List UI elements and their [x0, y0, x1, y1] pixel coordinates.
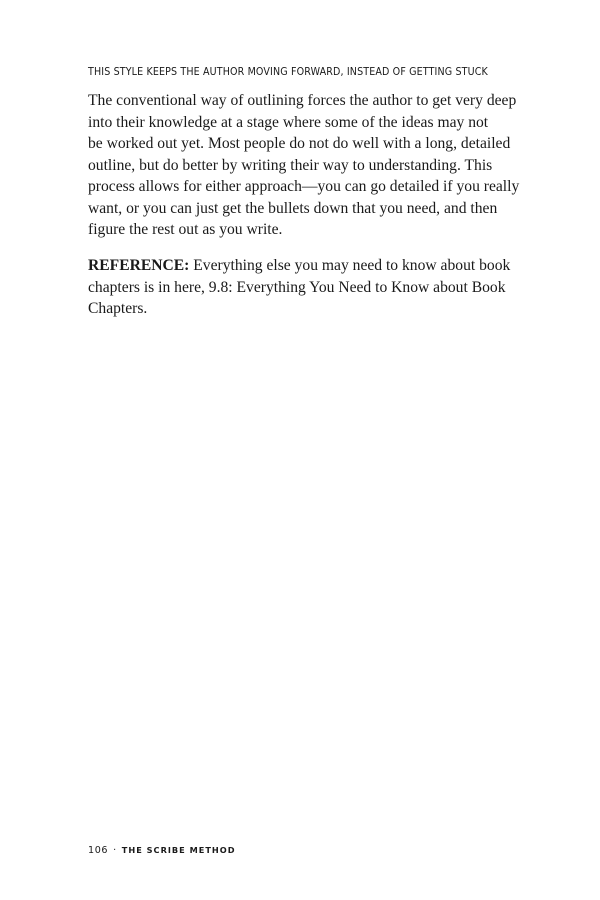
- paragraph-line: want, or you can just get the bullets down that you need, and then: [88, 199, 498, 217]
- paragraph-line: be worked out yet. Most people do not do well with a long, detailed: [88, 135, 511, 152]
- page-footer: [88, 845, 236, 856]
- reference-paragraph: [88, 255, 514, 320]
- paragraph-line: figure the rest out as you write.: [88, 221, 283, 238]
- reference-label: REFERENCE:: [88, 257, 190, 274]
- section-heading: THIS STYLE KEEPS THE AUTHOR MOVING FORWARD, INSTEAD OF GETTING STUCK: [88, 66, 488, 78]
- reference-text: Everything else you may need to know about book: [193, 257, 511, 274]
- paragraph-line: The conventional way of outlining forces the author to get very deep: [88, 92, 517, 109]
- body-paragraph-outlining: [88, 90, 520, 241]
- reference-line: chapters is in here, 9.8: Everything You Need to Know about Book: [88, 278, 506, 296]
- paragraph-line: process allows for either approach—you can go detailed if you really: [88, 178, 520, 195]
- reference-line: [88, 255, 514, 277]
- page-number: 106: [88, 845, 109, 856]
- book-title: THE SCRIBE METHOD: [121, 845, 236, 855]
- reference-line: Chapters.: [88, 300, 148, 317]
- paragraph-line: outline, but do better by writing their way to understanding. This: [88, 156, 493, 174]
- paragraph-line: into their knowledge at a stage where some of the ideas may not: [88, 113, 489, 131]
- footer-separator: ·: [113, 845, 117, 856]
